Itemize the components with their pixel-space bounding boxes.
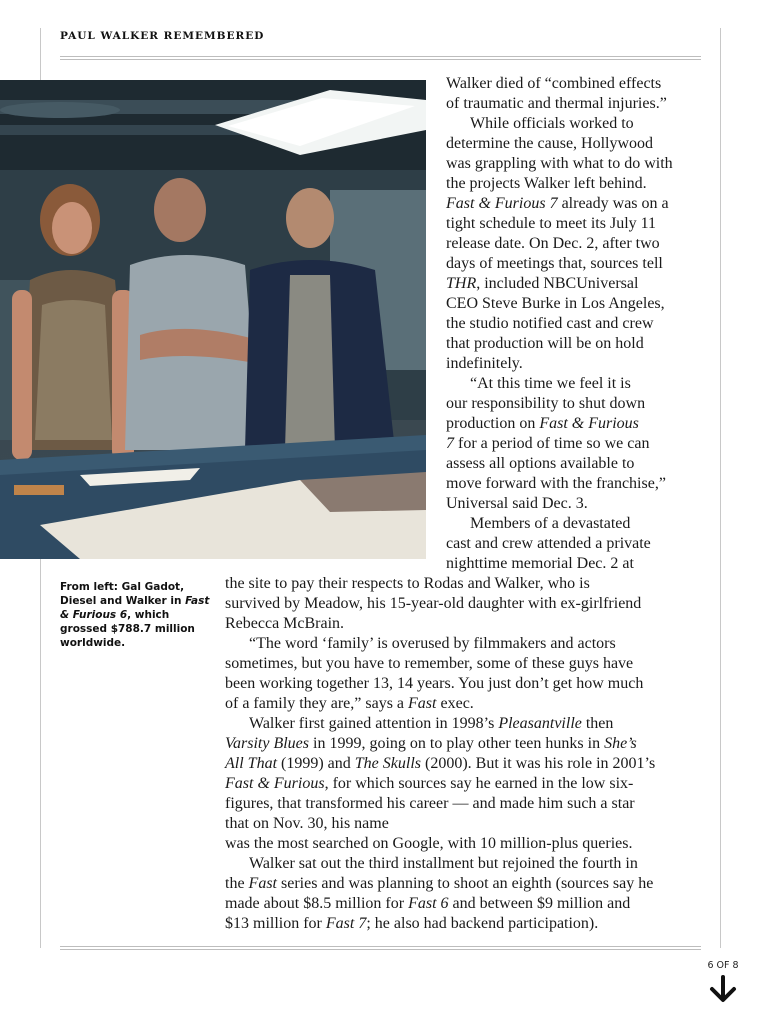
text-line (446, 274, 706, 294)
text-line (225, 694, 705, 714)
text-run: indefinitely. (446, 355, 523, 372)
text-run: the (225, 875, 249, 892)
article-text-wide-column (225, 574, 705, 934)
text-run: in 1999, going on to play other teen hunks in (309, 735, 605, 752)
text-line (446, 214, 706, 234)
text-line (225, 794, 705, 814)
text-run: been working together 13, 14 years. You just don’t get how much (225, 675, 644, 692)
text-run: (1999) and (277, 755, 355, 772)
text-line (446, 454, 706, 474)
text-run: Walker died of “combined effects (446, 75, 662, 92)
text-run: figures, that transformed his career — and made him such a star (225, 795, 635, 812)
article-text-right-column (446, 74, 706, 574)
text-run: , included NBCUniversal (476, 275, 639, 292)
photo-caption (60, 580, 210, 650)
text-run: production on (446, 415, 540, 432)
text-run: days of meetings that, sources tell (446, 255, 663, 272)
text-run: Rebecca McBrain. (225, 615, 345, 632)
text-run: the projects Walker left behind. (446, 175, 647, 192)
text-run: $13 million for (225, 915, 326, 932)
text-line (446, 74, 706, 94)
text-line (225, 894, 705, 914)
text-run: “The word ‘family’ is overused by filmmakers and actors (249, 635, 616, 652)
text-line (446, 254, 706, 274)
caption-film-title: Fast & Furious 6 (60, 595, 210, 621)
text-line (225, 914, 705, 934)
italic-title: 7 (446, 435, 454, 452)
italic-title: Fast 6 (408, 895, 449, 912)
caption-text-before: From left: Gal Gadot, Diesel and Walker in (60, 581, 186, 607)
text-line (225, 814, 705, 834)
italic-title: Fast & Furious 7 (446, 195, 558, 212)
text-line (225, 734, 705, 754)
italic-title: The Skulls (354, 755, 421, 772)
text-run: (2000). But it was his role in 2001’s (421, 755, 656, 772)
text-line (446, 294, 706, 314)
running-head: PAUL WALKER REMEMBERED (60, 30, 265, 42)
text-run: already was on a (557, 195, 669, 212)
text-run: exec. (436, 695, 474, 712)
text-line (446, 234, 706, 254)
text-run: that on Nov. 30, his name (225, 815, 389, 832)
text-run: the site to pay their respects to Rodas and Walker, who is (225, 575, 590, 592)
text-line (225, 874, 705, 894)
text-line (446, 194, 706, 214)
text-run: of a family they are,” says a (225, 695, 409, 712)
text-line (446, 94, 706, 114)
text-run: cast and crew attended a private (446, 535, 651, 552)
text-line (446, 394, 706, 414)
text-line (446, 494, 706, 514)
text-run: was grappling with what to do with (446, 155, 673, 172)
text-run: ; he also had backend participation). (366, 915, 599, 932)
text-run: assess all options available to (446, 455, 635, 472)
text-run: survived by Meadow, his 15-year-old daughter with ex-girlfriend (225, 595, 642, 612)
text-line (225, 834, 705, 854)
film-still-illustration (0, 80, 426, 559)
text-line (225, 574, 705, 594)
italic-title: THR (446, 275, 477, 292)
text-line (225, 714, 705, 734)
italic-title: Fast & Furious (539, 415, 639, 432)
text-line (446, 474, 706, 494)
text-run: nighttime memorial Dec. 2 at (446, 555, 634, 572)
text-run: of traumatic and thermal injuries.” (446, 95, 667, 112)
text-run: tight schedule to meet its July 11 (446, 215, 657, 232)
italic-title: Fast & Furious (225, 775, 325, 792)
text-run: , for which sources say he earned in the low six- (324, 775, 634, 792)
text-run: Members of a devastated (470, 515, 631, 532)
caption-text-after: , which grossed $788.7 million worldwide. (60, 609, 195, 649)
top-rule (60, 56, 701, 60)
bottom-rule (60, 946, 701, 950)
text-run: that production will be on hold (446, 335, 644, 352)
text-line (225, 854, 705, 874)
text-run: determine the cause, Hollywood (446, 135, 654, 152)
text-line (446, 314, 706, 334)
text-line (446, 414, 706, 434)
text-line (225, 614, 705, 634)
italic-title: Pleasantville (498, 715, 582, 732)
text-run: and between $9 million and (448, 895, 631, 912)
text-line (225, 674, 705, 694)
text-line (446, 174, 706, 194)
page-indicator: 6 OF 8 (707, 960, 739, 971)
text-line (225, 654, 705, 674)
text-run: was the most searched on Google, with 10 million-plus queries. (225, 835, 633, 852)
text-line (446, 154, 706, 174)
italic-title: Varsity Blues (225, 735, 309, 752)
text-run: Walker sat out the third installment but rejoined the fourth in (249, 855, 638, 872)
text-run: move forward with the franchise,” (446, 475, 666, 492)
italic-title: Fast (408, 695, 437, 712)
text-run: release date. On Dec. 2, after two (446, 235, 660, 252)
text-run: “At this time we feel it is (470, 375, 631, 392)
text-run: the studio notified cast and crew (446, 315, 654, 332)
text-line (446, 354, 706, 374)
text-line (446, 374, 706, 394)
text-line (225, 634, 705, 654)
film-still-photo (0, 80, 426, 559)
text-run: then (581, 715, 614, 732)
text-line (446, 434, 706, 454)
text-run: series and was planning to shoot an eighth (sources say he (277, 875, 654, 892)
right-margin-line (720, 28, 721, 948)
text-line (446, 534, 706, 554)
text-run: made about $8.5 million for (225, 895, 409, 912)
italic-title: She’s (604, 735, 637, 752)
text-line (446, 334, 706, 354)
text-line (446, 554, 706, 574)
text-run: CEO Steve Burke in Los Angeles, (446, 295, 665, 312)
text-run: sometimes, but you have to remember, some of these guys have (225, 655, 634, 672)
italic-title: All That (225, 755, 278, 772)
text-line (225, 754, 705, 774)
next-page-arrow-icon[interactable] (708, 974, 738, 1004)
text-line (225, 774, 705, 794)
italic-title: Fast (248, 875, 277, 892)
text-line (225, 594, 705, 614)
text-run: While officials worked to (470, 115, 634, 132)
italic-title: Fast 7 (325, 915, 367, 932)
text-run: Universal said Dec. 3. (446, 495, 588, 512)
text-line (446, 114, 706, 134)
text-run: Walker first gained attention in 1998’s (249, 715, 499, 732)
text-line (446, 514, 706, 534)
text-run: our responsibility to shut down (446, 395, 646, 412)
text-line (446, 134, 706, 154)
text-run: for a period of time so we can (454, 435, 650, 452)
